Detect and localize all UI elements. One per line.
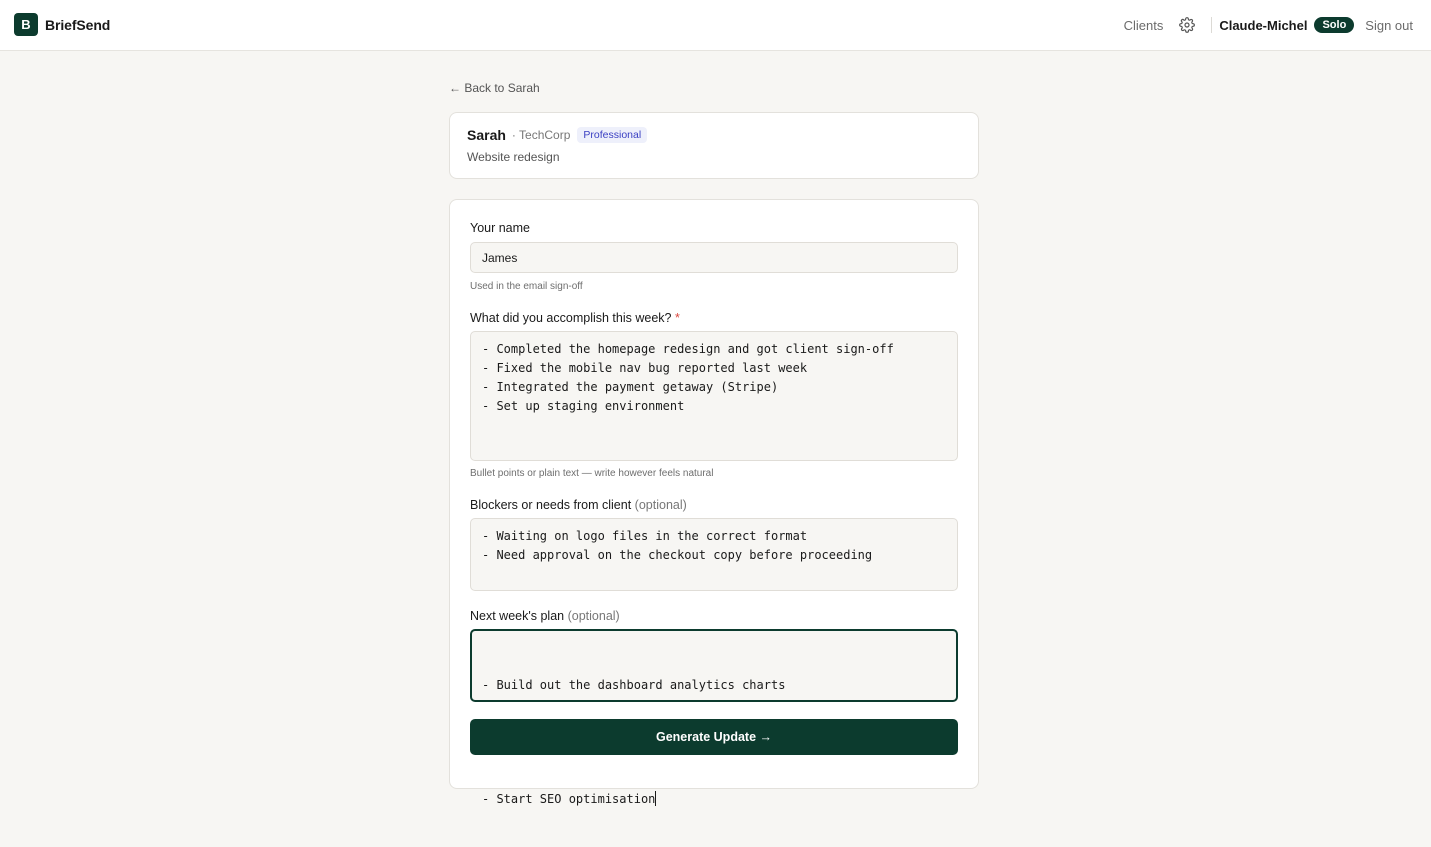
next-week-label: [470, 609, 620, 623]
client-company: · TechCorp: [511, 128, 571, 142]
plan-badge: Solo: [1314, 17, 1354, 33]
next-week-label-text: Next week's plan: [470, 609, 565, 623]
blockers-label-text: Blockers or needs from client: [470, 498, 632, 512]
top-navbar: [0, 0, 1431, 51]
back-link[interactable]: ← Back to Sarah: [449, 81, 540, 95]
generate-update-button[interactable]: Generate Update →: [470, 719, 958, 755]
blockers-optional: (optional): [634, 498, 687, 512]
gear-icon[interactable]: [1179, 17, 1195, 33]
update-form: [449, 199, 979, 806]
name-label: Your name: [470, 221, 530, 235]
name-hint: Used in the email sign-off: [470, 281, 583, 292]
accomplished-textarea[interactable]: [470, 331, 958, 461]
name-input[interactable]: [470, 242, 958, 273]
accomplished-label: [470, 311, 680, 325]
next-week-line-text: - Start SEO optimisation: [482, 792, 656, 806]
sign-out-link[interactable]: Sign out: [1365, 17, 1413, 33]
client-summary-card: [449, 112, 979, 179]
blockers-label: [470, 498, 687, 512]
next-week-line-last: [482, 790, 946, 809]
blockers-textarea[interactable]: [470, 518, 958, 591]
client-project: Website redesign: [467, 150, 560, 164]
client-name: Sarah: [467, 127, 506, 143]
brand[interactable]: [14, 13, 110, 36]
logo-icon: B: [14, 13, 38, 36]
nav-clients-link[interactable]: Clients: [1123, 17, 1164, 33]
accomplished-label-text: What did you accomplish this week?: [470, 311, 672, 325]
brand-name: BriefSend: [45, 16, 111, 33]
client-heading: [467, 127, 647, 143]
header-nav: [1124, 14, 1413, 36]
user-name: Claude-Michel: [1219, 17, 1308, 33]
next-week-optional: (optional): [567, 609, 620, 623]
text-caret: [655, 791, 656, 806]
nav-divider: [1211, 17, 1212, 33]
required-mark: *: [674, 311, 680, 325]
next-week-line: - Build out the dashboard analytics charts: [482, 678, 786, 692]
tier-badge: Professional: [577, 127, 647, 143]
accomplished-hint: Bullet points or plain text — write however feels natural: [470, 468, 714, 479]
